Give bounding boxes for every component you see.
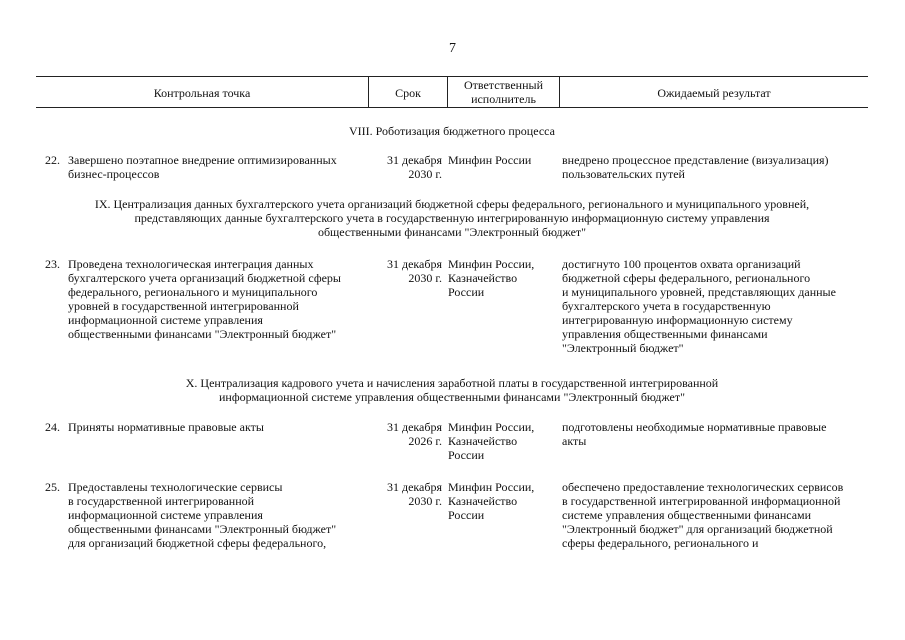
text-line: достигнуто 100 процентов охвата организаций — [562, 257, 801, 271]
header-responsible-line2: исполнитель — [471, 92, 536, 106]
text-line: России — [448, 508, 485, 522]
text-line: 31 декабря — [386, 153, 442, 167]
text-line: Минфин России, — [448, 480, 535, 494]
row-result — [562, 257, 872, 355]
text-line: информационной системе управления — [68, 508, 263, 522]
row-result — [562, 420, 872, 448]
text-line: интегрированную информационную систему — [562, 313, 793, 327]
text-line: уровней в государственной интегрированной — [68, 299, 299, 313]
row-deadline — [372, 153, 442, 181]
text-line: в государственной интегрированной — [68, 494, 255, 508]
text-line: Казначейство — [448, 434, 518, 448]
row-responsible — [448, 480, 558, 522]
text-line: общественными финансами "Электронный бюджет" — [68, 327, 337, 341]
header-bottom-border — [36, 107, 868, 108]
text-line: федерального, регионального и муниципального — [68, 285, 318, 299]
text-line: 31 декабря — [386, 257, 442, 271]
text-line: бухгалтерского учета в государственную — [562, 299, 771, 313]
text-line: Приняты нормативные правовые акты — [68, 420, 264, 434]
row-responsible — [448, 153, 558, 167]
text-line: "Электронный бюджет" для организаций бюджетной — [562, 522, 833, 536]
text-line: и муниципального уровней, представляющих данные — [562, 285, 836, 299]
text-line: системе управления общественными финансами — [562, 508, 812, 522]
header-control-point: Контрольная точка — [153, 86, 251, 100]
row-deadline — [372, 420, 442, 448]
text-line: обеспечено предоставление технологических сервисов — [562, 480, 844, 494]
header-responsible-line1: Ответственный — [463, 78, 544, 92]
text-line: России — [448, 448, 485, 462]
text-line: управления общественными финансами — [562, 327, 768, 341]
text-line: бизнес-процессов — [68, 167, 160, 181]
text-line: внедрено процессное представление (визуализация) — [562, 153, 829, 167]
row-number: 24. — [45, 420, 60, 434]
text-line: Минфин России, — [448, 257, 535, 271]
section-title-9 — [36, 197, 868, 239]
header-deadline: Срок — [395, 86, 421, 100]
section-title-8: VIII. Роботизация бюджетного процесса — [349, 124, 555, 138]
row-control-point — [68, 420, 368, 434]
row-control-point — [68, 153, 368, 181]
text-line: подготовлены необходимые нормативные правовые — [562, 420, 827, 434]
text-line: 31 декабря — [386, 420, 442, 434]
text-line: Минфин России, — [448, 420, 535, 434]
row-deadline — [372, 480, 442, 508]
text-line: Минфин России — [448, 153, 532, 167]
page-number: 7 — [449, 41, 456, 56]
text-line: для организаций бюджетной сферы федерального, — [68, 536, 327, 550]
text-line: 2026 г. — [408, 434, 442, 448]
header-responsible — [448, 78, 559, 106]
text-line: Казначейство — [448, 494, 518, 508]
row-deadline — [372, 257, 442, 285]
text-line: 2030 г. — [408, 271, 442, 285]
text-line: общественными финансами "Электронный бюджет" — [317, 225, 587, 239]
text-line: X. Централизация кадрового учета и начисления заработной платы в государственной интегрированной — [185, 376, 719, 390]
row-control-point — [68, 257, 368, 341]
row-number: 25. — [45, 480, 60, 494]
text-line: IX. Централизация данных бухгалтерского учета организаций бюджетной сферы федерального, регионального и муниципального уровней, — [94, 197, 810, 211]
row-responsible — [448, 257, 558, 299]
text-line: бюджетной сферы федерального, регионального — [562, 271, 811, 285]
row-number: 22. — [45, 153, 60, 167]
text-line: бухгалтерского учета организаций бюджетной сферы — [68, 271, 341, 285]
text-line: 2030 г. — [408, 494, 442, 508]
row-number: 23. — [45, 257, 60, 271]
text-line: информационной системе управления общественными финансами "Электронный бюджет" — [219, 390, 685, 404]
text-line: Завершено поэтапное внедрение оптимизированных — [68, 153, 337, 167]
text-line: представляющих данные бухгалтерского учета в государственную интегрированную информационную систему управления — [134, 211, 770, 225]
row-responsible — [448, 420, 558, 462]
text-line: "Электронный бюджет" — [562, 341, 684, 355]
text-line: 31 декабря — [386, 480, 442, 494]
text-line: информационной системе управления — [68, 313, 263, 327]
header-top-border — [36, 76, 868, 77]
text-line: сферы федерального, регионального и — [562, 536, 759, 550]
header-expected-result: Ожидаемый результат — [657, 86, 771, 100]
text-line: 2030 г. — [408, 167, 442, 181]
row-result — [562, 480, 872, 550]
text-line: Казначейство — [448, 271, 518, 285]
text-line: акты — [562, 434, 587, 448]
text-line: общественными финансами "Электронный бюджет" — [68, 522, 337, 536]
text-line: Проведена технологическая интеграция данных — [68, 257, 314, 271]
text-line: в государственной интегрированной информационной — [562, 494, 841, 508]
row-control-point — [68, 480, 368, 550]
text-line: Предоставлены технологические сервисы — [68, 480, 283, 494]
row-result — [562, 153, 872, 181]
section-title-10 — [36, 376, 868, 404]
text-line: России — [448, 285, 485, 299]
text-line: пользовательских путей — [562, 167, 685, 181]
